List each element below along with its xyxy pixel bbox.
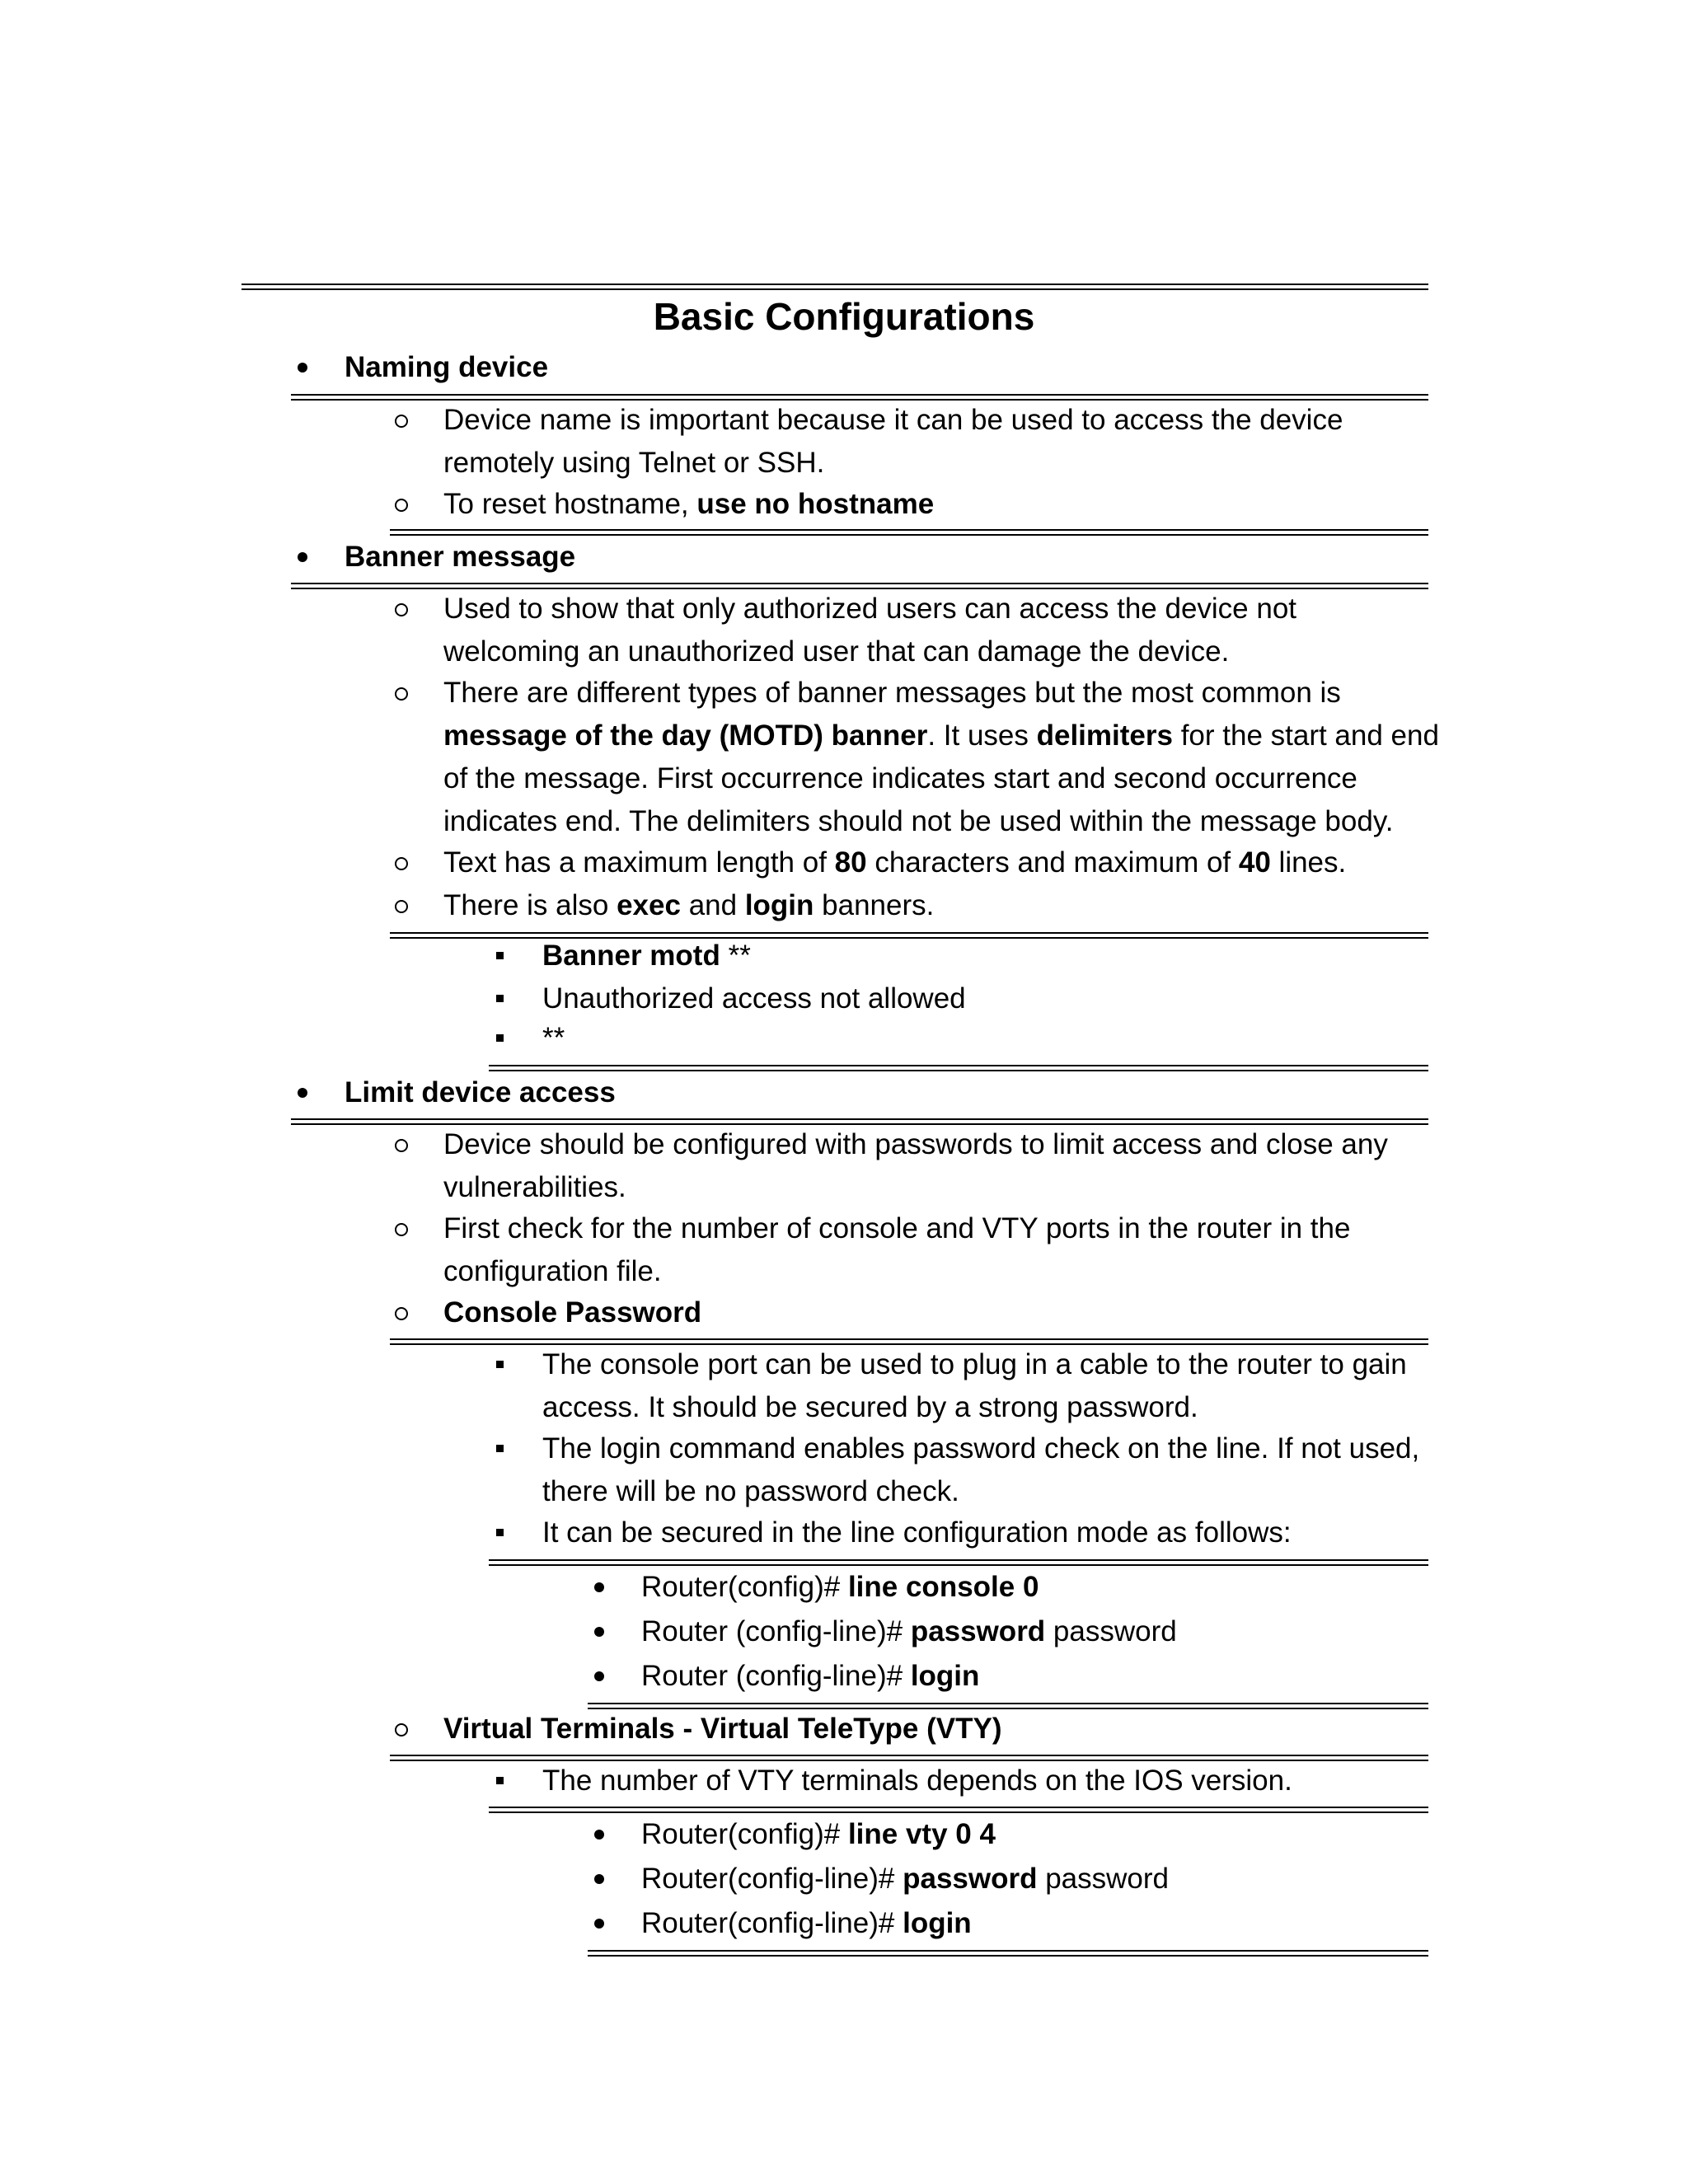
bullet-disc xyxy=(594,1627,604,1637)
list-item: It can be secured in the line configuration mode as follows: xyxy=(542,1516,1292,1549)
bullet-circle xyxy=(395,1723,408,1736)
command-line xyxy=(641,1902,1441,1945)
text-bold: login xyxy=(910,1660,980,1692)
list-item xyxy=(542,935,1441,977)
bullet-circle xyxy=(395,687,408,701)
text-bold: exec xyxy=(617,889,681,921)
list-item: The number of VTY terminals depends on the IOS version. xyxy=(542,1765,1292,1797)
list-item xyxy=(443,672,1441,843)
text: lines. xyxy=(1270,846,1347,879)
section-heading-banner xyxy=(345,536,1441,579)
text-bold: line vty 0 4 xyxy=(847,1818,996,1850)
text: Router (config-line)# xyxy=(641,1660,911,1692)
bullet-circle xyxy=(395,1307,408,1320)
list-item: Device should be configured with passwords to limit access and close any vulnerabilities. xyxy=(443,1128,1388,1203)
bullet-circle xyxy=(395,1139,408,1152)
text: Text has a maximum length of xyxy=(443,846,835,879)
text: Router(config-line)# xyxy=(641,1907,903,1939)
list-item: Device name is important because it can be used to access the device remotely using Telnet or SSH. xyxy=(443,404,1343,479)
bullet-disc xyxy=(298,552,307,562)
text-bold: message of the day (MOTD) banner xyxy=(443,719,928,752)
list-item: The login command enables password check on the line. If not used, there will be no password check. xyxy=(542,1432,1420,1507)
text-bold: 40 xyxy=(1238,846,1271,879)
rule xyxy=(241,284,1428,290)
list-item: The console port can be used to plug in a cable to the router to gain access. It should be secured by a strong password. xyxy=(542,1348,1407,1423)
bullet-disc xyxy=(298,1088,307,1098)
heading-text: Limit device access xyxy=(345,1076,616,1108)
bullet-disc xyxy=(594,1671,604,1681)
bullet-circle xyxy=(395,1223,408,1236)
bullet-disc xyxy=(594,1919,604,1929)
text-bold: line console 0 xyxy=(847,1571,1039,1603)
list-item: Used to show that only authorized users can access the device not welcoming an unauthorized user that can damage the device. xyxy=(443,593,1297,668)
bullet-square xyxy=(496,995,504,1002)
bullet-disc xyxy=(594,1874,604,1884)
bullet-square xyxy=(496,1034,504,1042)
list-item xyxy=(443,483,1441,526)
command-line xyxy=(641,1858,1441,1900)
text-bold: delimiters xyxy=(1036,719,1173,752)
bullet-circle xyxy=(395,415,408,428)
text-bold: Console Password xyxy=(443,1296,702,1329)
list-item: First check for the number of console and VTY ports in the router in the configuration file. xyxy=(443,1212,1351,1287)
bullet-square xyxy=(496,1361,504,1368)
list-item: Unauthorized access not allowed xyxy=(542,982,966,1015)
text: characters and maximum of xyxy=(866,846,1239,879)
rule xyxy=(588,1950,1428,1957)
bullet-disc xyxy=(298,363,307,373)
text: for the start and end of the message. First occurrence indicates start and second occurrence indicates end. The delimiters should not be used within the message body. xyxy=(443,719,1439,837)
bullet-disc xyxy=(594,1830,604,1840)
text-bold: use no hostname xyxy=(696,488,935,520)
rule xyxy=(489,1065,1428,1071)
text: . It uses xyxy=(927,719,1037,752)
text: Router(config)# xyxy=(641,1571,848,1603)
list-item xyxy=(443,841,1441,884)
bullet-circle xyxy=(395,857,408,870)
list-item xyxy=(443,1708,1441,1750)
bullet-square xyxy=(496,1529,504,1536)
command-line xyxy=(641,1813,1441,1856)
bullet-disc xyxy=(594,1582,604,1592)
heading-text: Naming device xyxy=(345,351,549,383)
list-item: ** xyxy=(542,1022,565,1054)
text-bold: password xyxy=(910,1615,1046,1647)
text: password xyxy=(1045,1615,1177,1647)
bullet-circle xyxy=(395,603,408,616)
text-bold: Virtual Terminals - Virtual TeleType (VTY) xyxy=(443,1713,1002,1745)
bullet-square xyxy=(496,952,504,959)
list-item xyxy=(443,884,1441,927)
list-item xyxy=(443,1291,1441,1334)
text: and xyxy=(680,889,745,921)
text-bold: login xyxy=(744,889,814,921)
rule xyxy=(390,529,1428,536)
bullet-square xyxy=(496,1445,504,1452)
text: banners. xyxy=(814,889,935,921)
page-title: Basic Configurations xyxy=(653,295,1035,338)
text: To reset hostname, xyxy=(443,488,697,520)
rule xyxy=(489,1559,1428,1566)
bullet-circle xyxy=(395,499,408,512)
text-bold: password xyxy=(903,1863,1038,1895)
command-line xyxy=(641,1655,1441,1698)
text: There is also xyxy=(443,889,617,921)
text: ** xyxy=(720,940,751,972)
text-bold: Banner motd xyxy=(542,940,720,972)
command-line xyxy=(641,1566,1441,1609)
text: Router(config)# xyxy=(641,1818,848,1850)
text: There are different types of banner messages but the most common is xyxy=(443,677,1341,709)
text: Router (config-line)# xyxy=(641,1615,911,1647)
section-heading-naming xyxy=(345,346,1441,389)
text-bold: login xyxy=(903,1907,972,1939)
heading-text: Banner message xyxy=(345,541,576,573)
bullet-square xyxy=(496,1777,504,1784)
bullet-circle xyxy=(395,900,408,913)
section-heading-limit xyxy=(345,1071,1441,1114)
rule xyxy=(489,1807,1428,1813)
text: Router(config-line)# xyxy=(641,1863,903,1895)
text: password xyxy=(1037,1863,1170,1895)
text-bold: 80 xyxy=(834,846,867,879)
command-line xyxy=(641,1610,1441,1653)
